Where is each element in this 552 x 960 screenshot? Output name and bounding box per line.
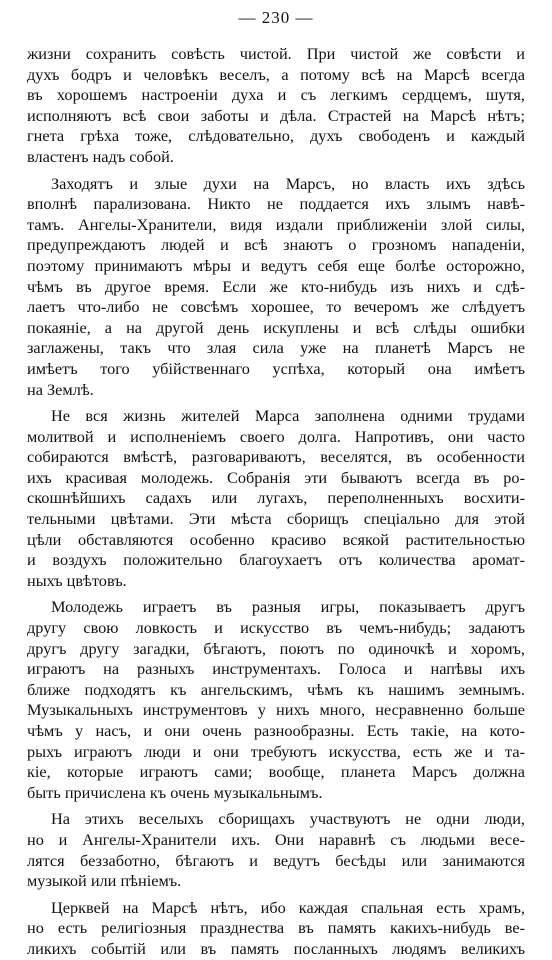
text-line: лаетъ что-либо не совсѣмъ хорошее, то вечеромъ же слѣдуетъ (27, 297, 525, 317)
text-line: ныхъ цвѣтовъ. (27, 570, 127, 590)
text-line: скошнѣйшихъ садахъ или лугахъ, переполненныхъ восхити- (27, 488, 525, 508)
text-line: молитвой и исполненіемъ своего долга. Напротивъ, они часто (27, 426, 525, 446)
text-line: музыкой или пѣніемъ. (27, 871, 182, 891)
text-line: На этихъ веселыхъ сборищахъ участвуютъ не одни люди, (51, 809, 525, 829)
text-line: жизни сохранить совѣсть чистой. При чистой же совѣсти и (27, 44, 525, 63)
paragraph (27, 406, 525, 591)
text-line: въ хорошемъ настроеніи духа и съ легкимъ сердцемъ, шутя, (27, 85, 525, 105)
text-line: быть причислена къ очень музыкальнымъ. (27, 782, 323, 802)
body-text (27, 44, 525, 960)
text-line: но и Ангелы-Хранители ихъ. Они наравнѣ съ людьми весе- (27, 829, 525, 849)
text-line: Заходятъ и злые духи на Марсъ, но власть ихъ здѣсь (51, 173, 525, 193)
text-line: ближе подходятъ къ ангельскимъ, чѣмъ къ нашимъ земнымъ. (27, 679, 525, 699)
paragraph (27, 809, 525, 891)
text-line: кіе, которые играютъ сами; вообще, планета Марсъ должна (27, 762, 525, 782)
text-line: рыхъ играютъ люди и они требуютъ искусства, есть же и та- (27, 741, 525, 761)
text-line: другъ другу загадки, бѣгаютъ, поютъ по одиночкѣ и хоромъ, (27, 638, 525, 658)
paragraph (27, 174, 525, 401)
paragraph (27, 898, 525, 960)
page-number: — 230 — (238, 8, 314, 27)
text-line: гнета грѣха тоже, слѣдовательно, духъ свободенъ и каждый (27, 126, 525, 146)
paragraph (27, 597, 525, 803)
text-line: Музыкальныхъ инструментовъ у нихъ много, несравненно больше (27, 700, 525, 720)
text-line: Церквей на Марсѣ нѣтъ, ибо каждая спальная есть храмъ, (51, 897, 525, 917)
text-line: собираются вмѣстѣ, разговариваютъ, веселятся, въ особенности (27, 447, 525, 467)
text-line: но есть религіозныя празднества въ память какихъ-нибудь ве- (27, 918, 525, 938)
text-line: тельными цвѣтами. Эти мѣста сборищъ спеціально для этой (27, 509, 525, 529)
text-line: покаяніе, а на другой день искуплены и всѣ слѣды ошибки (27, 317, 525, 337)
text-line: поэтому принимаютъ мѣры и ведутъ себя еще болѣе осторожно, (27, 255, 525, 275)
text-line: и воздухъ положительно благоухаетъ отъ количества аромат- (27, 550, 525, 570)
text-line: чѣмъ въ другое время. Если же кто-нибудь изъ нихъ и сдѣ- (27, 276, 525, 296)
text-line: вполнѣ парализована. Никто не поддается ихъ злымъ навѣ- (27, 194, 525, 214)
text-line: ихъ красивая молодежь. Собранія эти бываютъ всегда въ ро- (27, 467, 525, 487)
text-line: исполняютъ всѣ свои заботы и дѣла. Страстей на Марсѣ нѣтъ; (27, 105, 525, 125)
paragraph (27, 44, 525, 168)
text-line: предупреждаютъ людей и всѣ знаютъ о грозномъ нападеніи, (27, 235, 525, 255)
text-line: Молодежь играетъ въ разныя игры, показываетъ другъ (51, 597, 525, 617)
text-line: духъ бодръ и человѣкъ веселъ, а потому всѣ на Марсѣ всегда (27, 64, 525, 84)
text-line: играютъ на разныхъ инструментахъ. Голоса и напѣвы ихъ (27, 659, 525, 679)
text-line: другу свою ловкость и искусство въ чемъ-нибудь; задаютъ (27, 618, 525, 638)
text-line: заглажены, такъ что злая сила уже на планетѣ Марсъ не (27, 338, 525, 358)
text-line: лятся беззаботно, бѣгаютъ и ведутъ бесѣды или занимаются (27, 850, 525, 870)
text-line: тамъ. Ангелы-Хранители, видя издали приближеніи злой силы, (27, 214, 525, 234)
text-line: властенъ надъ собой. (27, 146, 174, 166)
text-line: ликихъ событій или въ память посланныхъ людямъ великихъ (27, 938, 525, 958)
text-line: на Землѣ. (27, 379, 94, 399)
text-line: цѣли обставляются особенно красиво всякой растительностью (27, 529, 525, 549)
text-line: имѣетъ того убійственнаго успѣха, который она имѣетъ (27, 358, 525, 378)
text-line: Не вся жизнь жителей Марса заполнена одними трудами (51, 406, 525, 426)
text-line: чѣмъ у насъ, и они очень разнообразны. Есть такіе, на кото- (27, 721, 525, 740)
